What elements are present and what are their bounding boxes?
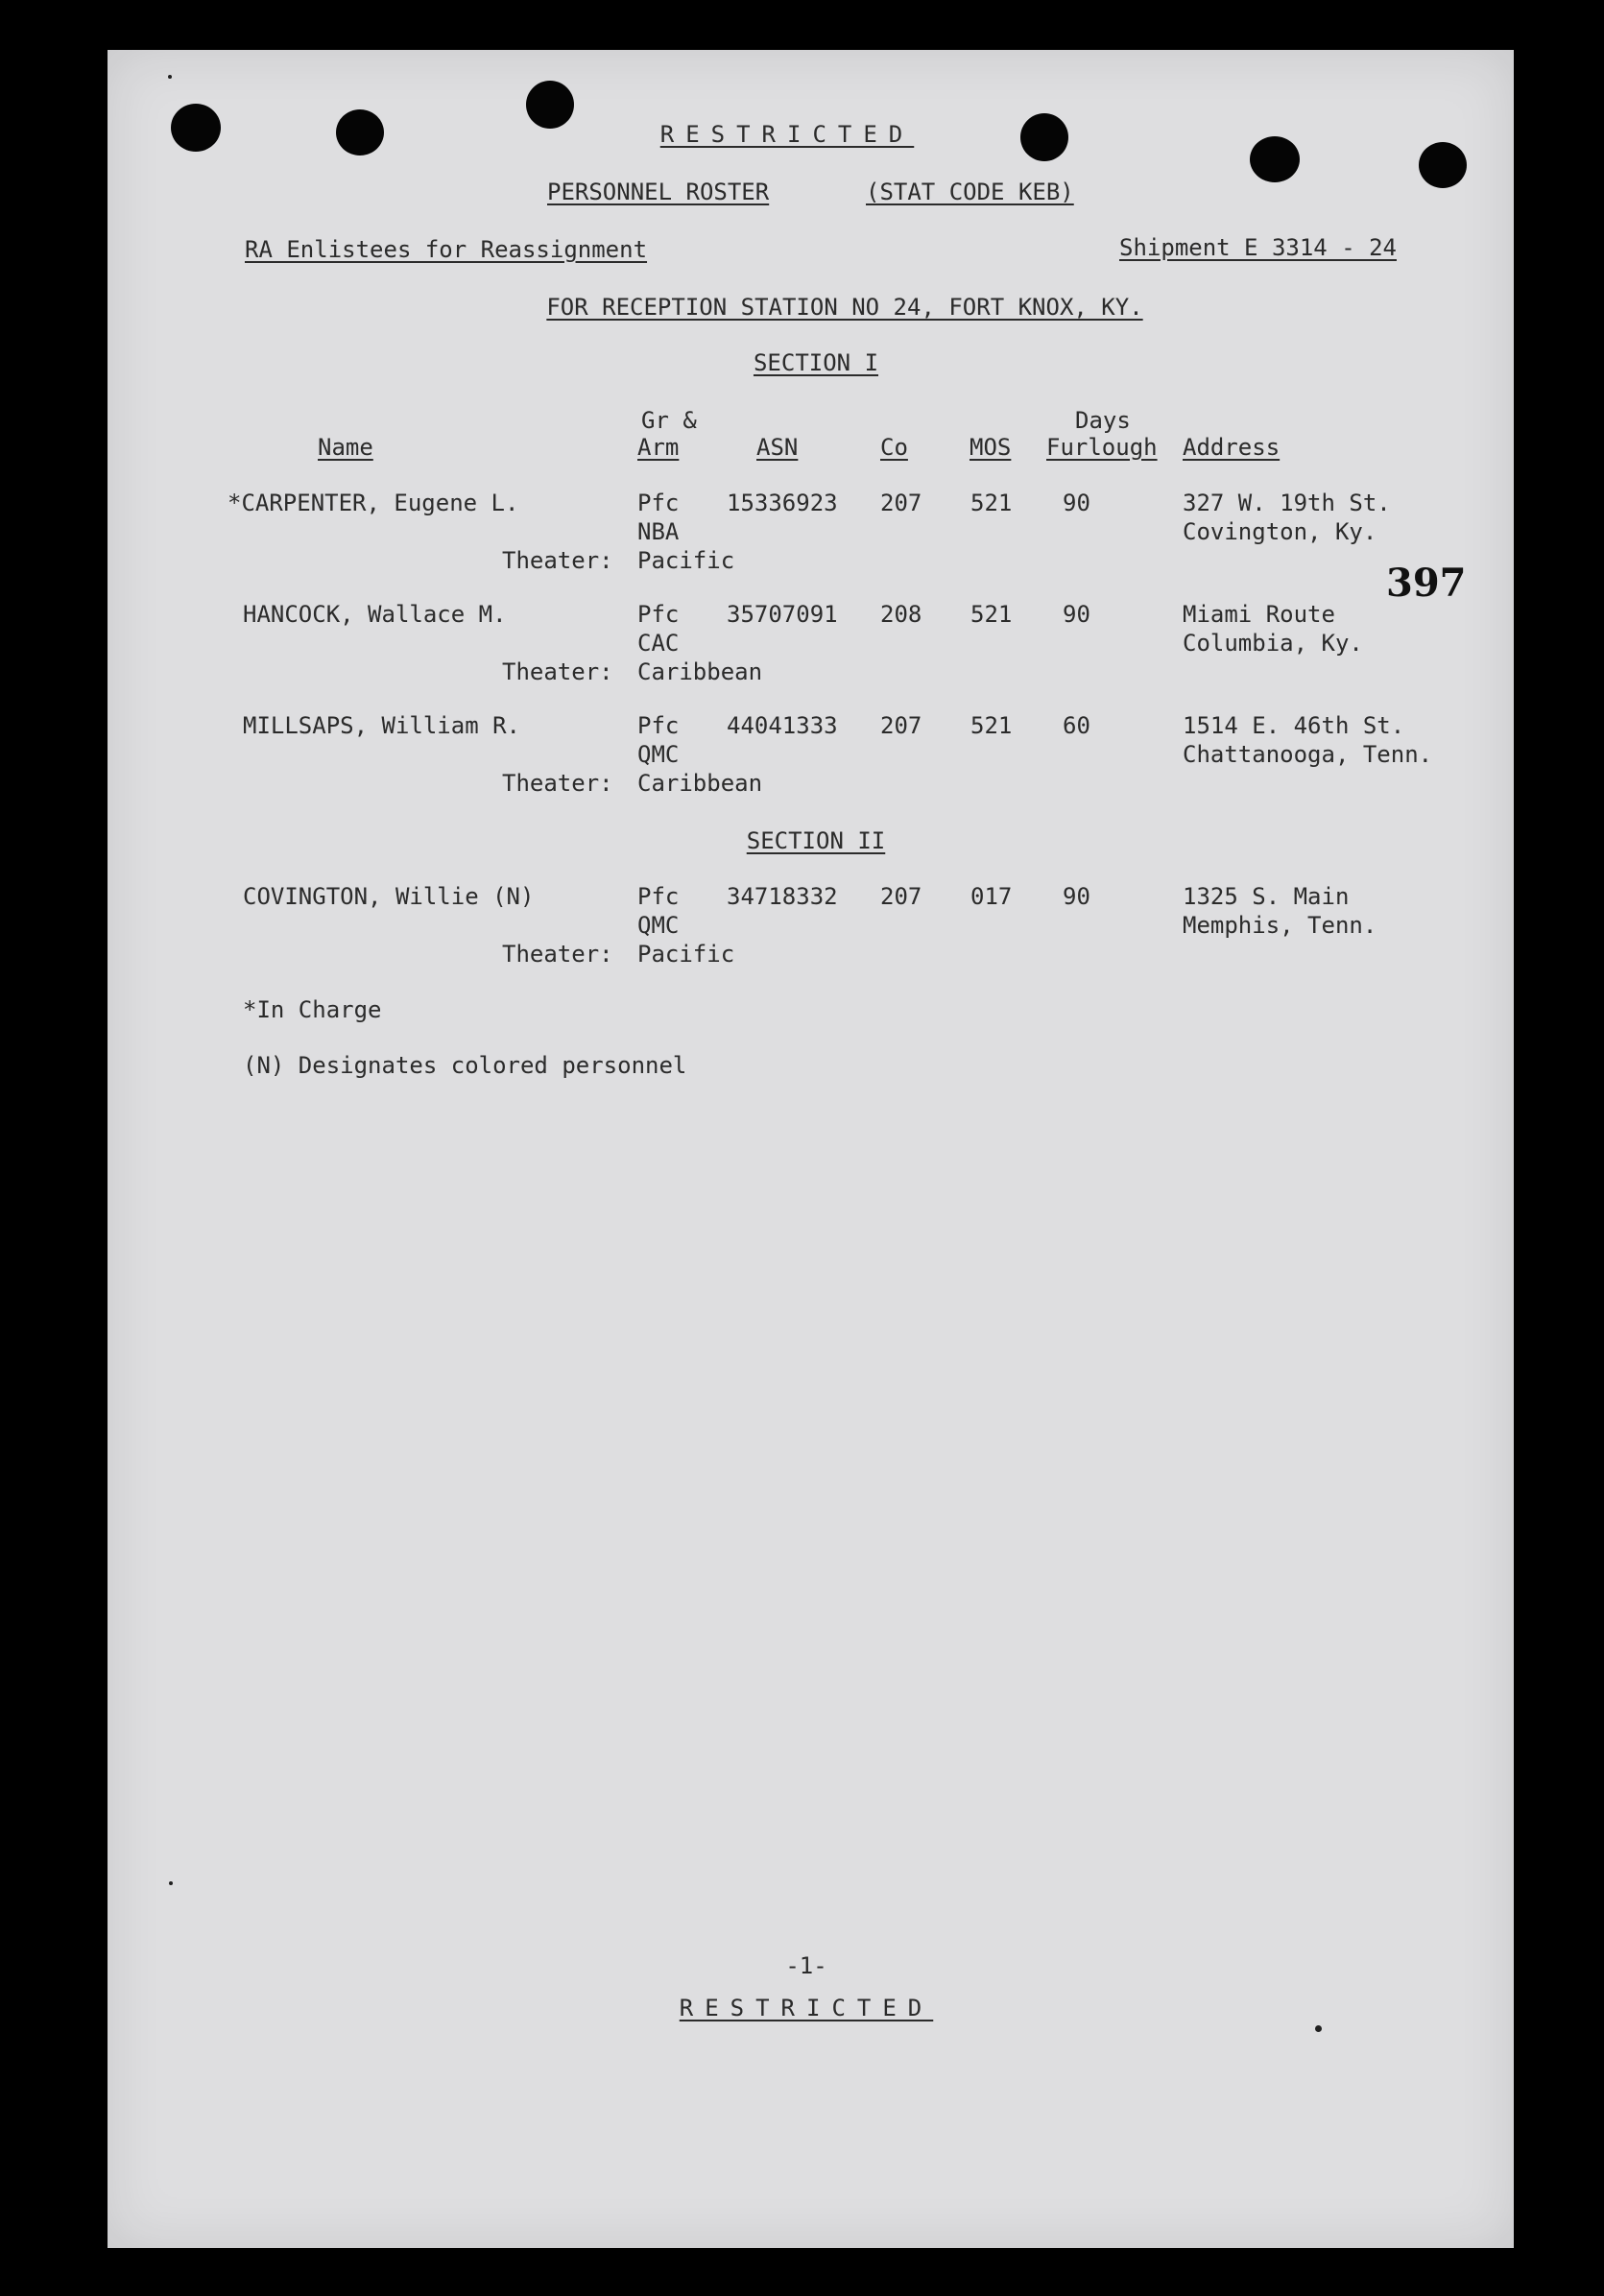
person-days: 90 <box>1063 883 1090 910</box>
person-co: 207 <box>880 712 922 739</box>
col-address: Address <box>1183 434 1281 461</box>
person-name: COVINGTON, Willie (N) <box>243 883 535 910</box>
roster-title: PERSONNEL ROSTER <box>547 179 770 205</box>
person-grade: Pfc <box>637 883 680 910</box>
col-asn: ASN <box>756 434 799 461</box>
theater-label: Theater: <box>502 658 613 685</box>
person-theater: Pacific <box>637 547 735 574</box>
note-colored-personnel: (N) Designates colored personnel <box>243 1052 687 1079</box>
person-grade: Pfc <box>637 601 680 628</box>
person-asn: 15336923 <box>727 490 838 516</box>
theater-label: Theater: <box>502 547 613 574</box>
note-in-charge: *In Charge <box>243 996 382 1023</box>
destination: FOR RECEPTION STATION NO 24, FORT KNOX, KY. <box>546 294 1143 321</box>
person-arm: QMC <box>637 912 680 939</box>
person-theater: Caribbean <box>637 770 763 797</box>
person-asn: 34718332 <box>727 883 838 910</box>
col-mos: MOS <box>970 434 1012 461</box>
col-co: Co <box>880 434 908 461</box>
person-theater: Pacific <box>637 941 735 968</box>
col-name: Name <box>318 434 373 461</box>
col-gr-line2: Arm <box>637 434 680 461</box>
speck <box>1315 2025 1322 2032</box>
punch-hole <box>1020 113 1068 161</box>
person-asn: 44041333 <box>727 712 838 739</box>
person-theater: Caribbean <box>637 658 763 685</box>
punch-hole <box>1250 136 1300 182</box>
speck <box>169 1881 173 1885</box>
shipment-number: Shipment E 3314 - 24 <box>1119 234 1397 261</box>
person-days: 90 <box>1063 490 1090 516</box>
theater-label: Theater: <box>502 941 613 968</box>
theater-label: Theater: <box>502 770 613 797</box>
person-mos: 017 <box>970 883 1013 910</box>
person-address-line2: Columbia, Ky. <box>1183 630 1363 657</box>
person-co: 207 <box>880 883 922 910</box>
person-address-line1: 1325 S. Main <box>1183 883 1350 910</box>
person-co: 208 <box>880 601 922 628</box>
punch-hole <box>171 104 221 152</box>
person-mos: 521 <box>970 490 1013 516</box>
punch-hole <box>336 109 384 155</box>
person-name: *CARPENTER, Eugene L. <box>227 490 519 516</box>
col-days-line2: Furlough <box>1046 434 1158 461</box>
person-mos: 521 <box>970 601 1013 628</box>
person-name: HANCOCK, Wallace M. <box>243 601 507 628</box>
classification-footer: RESTRICTED <box>679 1995 934 2021</box>
person-address-line1: Miami Route <box>1183 601 1335 628</box>
person-address-line2: Covington, Ky. <box>1183 518 1377 545</box>
person-arm: NBA <box>637 518 680 545</box>
person-days: 90 <box>1063 601 1090 628</box>
col-gr-line1: Gr & <box>641 407 697 434</box>
person-asn: 35707091 <box>727 601 838 628</box>
punch-hole <box>526 81 574 129</box>
person-days: 60 <box>1063 712 1090 739</box>
person-mos: 521 <box>970 712 1013 739</box>
person-arm: QMC <box>637 741 680 768</box>
page-stamp-number: 397 <box>1386 561 1467 606</box>
section-title: SECTION I <box>753 349 879 376</box>
person-name: MILLSAPS, William R. <box>243 712 520 739</box>
person-address-line2: Memphis, Tenn. <box>1183 912 1377 939</box>
stat-code: (STAT CODE KEB) <box>866 179 1074 205</box>
person-address-line2: Chattanooga, Tenn. <box>1183 741 1433 768</box>
person-address-line1: 327 W. 19th St. <box>1183 490 1391 516</box>
col-days-line1: Days <box>1075 407 1131 434</box>
group-label: RA Enlistees for Reassignment <box>245 236 648 263</box>
speck <box>168 75 172 79</box>
person-address-line1: 1514 E. 46th St. <box>1183 712 1405 739</box>
punch-hole <box>1419 142 1467 188</box>
person-grade: Pfc <box>637 490 680 516</box>
page-number: -1- <box>785 1952 827 1979</box>
roster-page <box>108 50 1514 2248</box>
person-co: 207 <box>880 490 922 516</box>
person-grade: Pfc <box>637 712 680 739</box>
section-title: SECTION II <box>746 827 886 854</box>
classification-header: RESTRICTED <box>659 121 915 148</box>
person-arm: CAC <box>637 630 680 657</box>
